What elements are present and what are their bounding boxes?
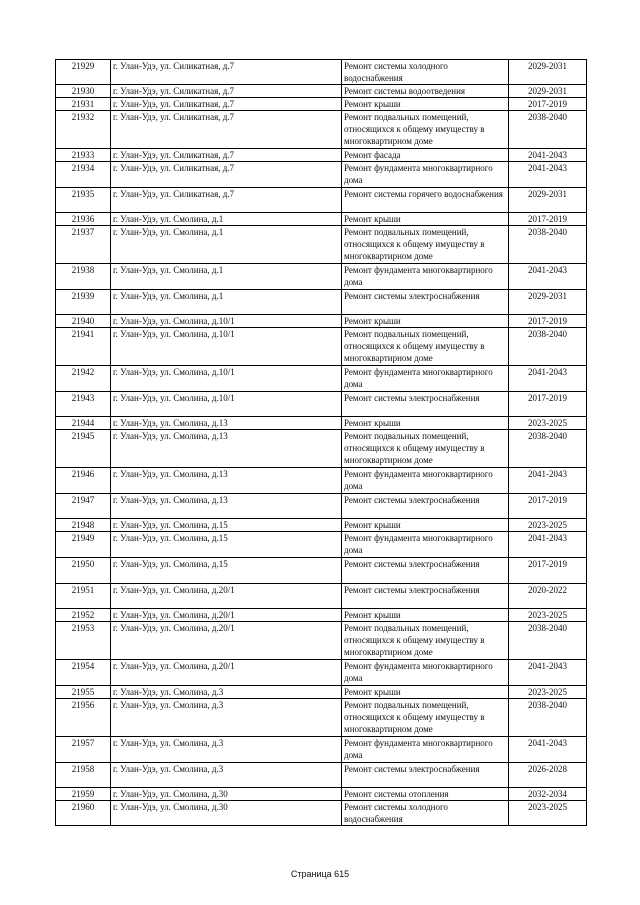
table-row	[56, 226, 587, 264]
work-type-cell: Ремонт крыши	[342, 98, 509, 111]
row-number-cell: 21946	[56, 468, 111, 494]
address-cell: г. Улан-Удэ, ул. Силикатная, д.7	[111, 98, 342, 111]
table-row	[56, 315, 587, 328]
row-number-cell: 21929	[56, 60, 111, 85]
table-row	[56, 609, 587, 622]
address-cell: г. Улан-Удэ, ул. Смолина, д.30	[111, 788, 342, 801]
work-type-cell: Ремонт системы электроснабжения	[342, 763, 509, 788]
row-number-cell: 21960	[56, 801, 111, 826]
work-type-cell: Ремонт подвальных помещений, относящихся к общему имуществу в многоквартирном доме	[342, 226, 509, 264]
period-cell: 2029-2031	[509, 85, 587, 98]
work-type-cell: Ремонт фундамента многоквартирного дома	[342, 264, 509, 290]
row-number-cell: 21957	[56, 737, 111, 763]
period-cell: 2041-2043	[509, 660, 587, 686]
row-number-cell: 21934	[56, 162, 111, 188]
address-cell: г. Улан-Удэ, ул. Смолина, д.13	[111, 417, 342, 430]
table-row	[56, 699, 587, 737]
address-cell: г. Улан-Удэ, ул. Смолина, д.3	[111, 763, 342, 788]
period-cell: 2017-2019	[509, 392, 587, 417]
table-row	[56, 149, 587, 162]
address-cell: г. Улан-Удэ, ул. Смолина, д.15	[111, 532, 342, 558]
work-type-cell: Ремонт системы электроснабжения	[342, 494, 509, 519]
address-cell: г. Улан-Удэ, ул. Смолина, д.1	[111, 290, 342, 315]
address-cell: г. Улан-Удэ, ул. Смолина, д.3	[111, 699, 342, 737]
table-row	[56, 328, 587, 366]
work-type-cell: Ремонт фундамента многоквартирного дома	[342, 737, 509, 763]
table-row	[56, 417, 587, 430]
work-type-cell: Ремонт крыши	[342, 686, 509, 699]
period-cell: 2023-2025	[509, 609, 587, 622]
work-type-cell: Ремонт фундамента многоквартирного дома	[342, 660, 509, 686]
period-cell: 2023-2025	[509, 417, 587, 430]
table-row	[56, 290, 587, 315]
table-row	[56, 213, 587, 226]
row-number-cell: 21947	[56, 494, 111, 519]
address-cell: г. Улан-Удэ, ул. Смолина, д.15	[111, 519, 342, 532]
table-row	[56, 60, 587, 85]
table-row	[56, 558, 587, 584]
address-cell: г. Улан-Удэ, ул. Смолина, д.1	[111, 264, 342, 290]
work-type-cell: Ремонт фундамента многоквартирного дома	[342, 162, 509, 188]
address-cell: г. Улан-Удэ, ул. Смолина, д.10/1	[111, 366, 342, 392]
row-number-cell: 21941	[56, 328, 111, 366]
period-cell: 2041-2043	[509, 162, 587, 188]
period-cell: 2032-2034	[509, 788, 587, 801]
period-cell: 2029-2031	[509, 60, 587, 85]
period-cell: 2017-2019	[509, 315, 587, 328]
row-number-cell: 21939	[56, 290, 111, 315]
table-row	[56, 85, 587, 98]
row-number-cell: 21943	[56, 392, 111, 417]
work-type-cell: Ремонт системы отопления	[342, 788, 509, 801]
period-cell: 2041-2043	[509, 366, 587, 392]
address-cell: г. Улан-Удэ, ул. Смолина, д.20/1	[111, 660, 342, 686]
period-cell: 2029-2031	[509, 290, 587, 315]
row-number-cell: 21935	[56, 188, 111, 213]
row-number-cell: 21931	[56, 98, 111, 111]
table-row	[56, 111, 587, 149]
period-cell: 2017-2019	[509, 98, 587, 111]
period-cell: 2023-2025	[509, 801, 587, 826]
address-cell: г. Улан-Удэ, ул. Смолина, д.10/1	[111, 392, 342, 417]
work-type-cell: Ремонт крыши	[342, 519, 509, 532]
period-cell: 2041-2043	[509, 468, 587, 494]
work-type-cell: Ремонт подвальных помещений, относящихся к общему имуществу в многоквартирном доме	[342, 699, 509, 737]
row-number-cell: 21937	[56, 226, 111, 264]
work-type-cell: Ремонт подвальных помещений, относящихся к общему имуществу в многоквартирном доме	[342, 622, 509, 660]
address-cell: г. Улан-Удэ, ул. Смолина, д.20/1	[111, 622, 342, 660]
work-type-cell: Ремонт системы электроснабжения	[342, 392, 509, 417]
address-cell: г. Улан-Удэ, ул. Смолина, д.13	[111, 468, 342, 494]
address-cell: г. Улан-Удэ, ул. Смолина, д.30	[111, 801, 342, 826]
period-cell: 2026-2028	[509, 763, 587, 788]
address-cell: г. Улан-Удэ, ул. Силикатная, д.7	[111, 111, 342, 149]
period-cell: 2041-2043	[509, 149, 587, 162]
table-row	[56, 660, 587, 686]
work-type-cell: Ремонт системы холодного водоснабжения	[342, 60, 509, 85]
work-type-cell: Ремонт подвальных помещений, относящихся к общему имуществу в многоквартирном доме	[342, 111, 509, 149]
address-cell: г. Улан-Удэ, ул. Смолина, д.13	[111, 430, 342, 468]
work-type-cell: Ремонт системы горячего водоснабжения	[342, 188, 509, 213]
address-cell: г. Улан-Удэ, ул. Силикатная, д.7	[111, 162, 342, 188]
work-type-cell: Ремонт крыши	[342, 315, 509, 328]
period-cell: 2038-2040	[509, 622, 587, 660]
work-type-cell: Ремонт фундамента многоквартирного дома	[342, 468, 509, 494]
table-row	[56, 686, 587, 699]
table-row	[56, 98, 587, 111]
row-number-cell: 21930	[56, 85, 111, 98]
period-cell: 2038-2040	[509, 699, 587, 737]
period-cell: 2038-2040	[509, 111, 587, 149]
period-cell: 2041-2043	[509, 264, 587, 290]
row-number-cell: 21956	[56, 699, 111, 737]
address-cell: г. Улан-Удэ, ул. Силикатная, д.7	[111, 85, 342, 98]
period-cell: 2038-2040	[509, 226, 587, 264]
table-row	[56, 763, 587, 788]
table-row	[56, 366, 587, 392]
work-type-cell: Ремонт системы электроснабжения	[342, 290, 509, 315]
address-cell: г. Улан-Удэ, ул. Смолина, д.3	[111, 686, 342, 699]
table-row	[56, 788, 587, 801]
table-row	[56, 468, 587, 494]
row-number-cell: 21959	[56, 788, 111, 801]
page-number: Страница 615	[290, 869, 350, 879]
address-cell: г. Улан-Удэ, ул. Смолина, д.3	[111, 737, 342, 763]
table-row	[56, 622, 587, 660]
period-cell: 2041-2043	[509, 532, 587, 558]
period-cell: 2029-2031	[509, 188, 587, 213]
row-number-cell: 21952	[56, 609, 111, 622]
row-number-cell: 21949	[56, 532, 111, 558]
table-row	[56, 264, 587, 290]
table-row	[56, 494, 587, 519]
row-number-cell: 21951	[56, 584, 111, 609]
row-number-cell: 21933	[56, 149, 111, 162]
period-cell: 2017-2019	[509, 494, 587, 519]
row-number-cell: 21955	[56, 686, 111, 699]
address-cell: г. Улан-Удэ, ул. Смолина, д.10/1	[111, 315, 342, 328]
table-row	[56, 392, 587, 417]
row-number-cell: 21945	[56, 430, 111, 468]
address-cell: г. Улан-Удэ, ул. Смолина, д.1	[111, 226, 342, 264]
row-number-cell: 21948	[56, 519, 111, 532]
address-cell: г. Улан-Удэ, ул. Смолина, д.13	[111, 494, 342, 519]
row-number-cell: 21944	[56, 417, 111, 430]
work-type-cell: Ремонт крыши	[342, 417, 509, 430]
work-type-cell: Ремонт системы холодного водоснабжения	[342, 801, 509, 826]
table-row	[56, 188, 587, 213]
row-number-cell: 21953	[56, 622, 111, 660]
work-type-cell: Ремонт фундамента многоквартирного дома	[342, 532, 509, 558]
period-cell: 2023-2025	[509, 686, 587, 699]
address-cell: г. Улан-Удэ, ул. Смолина, д.10/1	[111, 328, 342, 366]
row-number-cell: 21938	[56, 264, 111, 290]
table-body	[56, 60, 587, 826]
period-cell: 2038-2040	[509, 328, 587, 366]
address-cell: г. Улан-Удэ, ул. Смолина, д.20/1	[111, 609, 342, 622]
work-type-cell: Ремонт крыши	[342, 609, 509, 622]
work-type-cell: Ремонт системы водоотведения	[342, 85, 509, 98]
table-row	[56, 519, 587, 532]
period-cell: 2017-2019	[509, 213, 587, 226]
row-number-cell: 21942	[56, 366, 111, 392]
address-cell: г. Улан-Удэ, ул. Смолина, д.20/1	[111, 584, 342, 609]
period-cell: 2020-2022	[509, 584, 587, 609]
table-row	[56, 532, 587, 558]
work-type-cell: Ремонт фундамента многоквартирного дома	[342, 366, 509, 392]
work-type-cell: Ремонт фасада	[342, 149, 509, 162]
table-row	[56, 162, 587, 188]
address-cell: г. Улан-Удэ, ул. Силикатная, д.7	[111, 188, 342, 213]
work-type-cell: Ремонт системы электроснабжения	[342, 584, 509, 609]
address-cell: г. Улан-Удэ, ул. Смолина, д.1	[111, 213, 342, 226]
row-number-cell: 21954	[56, 660, 111, 686]
row-number-cell: 21936	[56, 213, 111, 226]
row-number-cell: 21940	[56, 315, 111, 328]
row-number-cell: 21958	[56, 763, 111, 788]
repair-schedule-table	[55, 59, 587, 826]
period-cell: 2041-2043	[509, 737, 587, 763]
work-type-cell: Ремонт подвальных помещений, относящихся к общему имуществу в многоквартирном доме	[342, 430, 509, 468]
table-row	[56, 737, 587, 763]
table-row	[56, 430, 587, 468]
table-row	[56, 801, 587, 826]
period-cell: 2023-2025	[509, 519, 587, 532]
table-row	[56, 584, 587, 609]
period-cell: 2017-2019	[509, 558, 587, 584]
row-number-cell: 21932	[56, 111, 111, 149]
work-type-cell: Ремонт крыши	[342, 213, 509, 226]
address-cell: г. Улан-Удэ, ул. Силикатная, д.7	[111, 60, 342, 85]
work-type-cell: Ремонт системы электроснабжения	[342, 558, 509, 584]
period-cell: 2038-2040	[509, 430, 587, 468]
address-cell: г. Улан-Удэ, ул. Смолина, д.15	[111, 558, 342, 584]
row-number-cell: 21950	[56, 558, 111, 584]
address-cell: г. Улан-Удэ, ул. Силикатная, д.7	[111, 149, 342, 162]
work-type-cell: Ремонт подвальных помещений, относящихся к общему имуществу в многоквартирном доме	[342, 328, 509, 366]
